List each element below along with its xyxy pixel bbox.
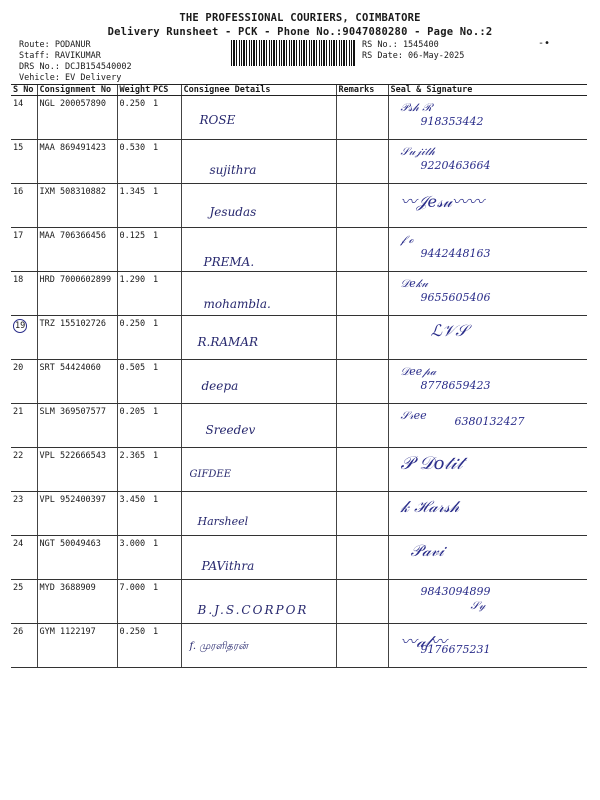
consignee-name: mohambla. (203, 297, 271, 311)
row-consignee (181, 316, 336, 360)
signature: 𝒫𝓈𝒽 ℛ 918353442 (400, 101, 484, 128)
table-row (11, 492, 587, 536)
row-consignment: TRZ 155102726 (37, 316, 117, 360)
row-signature (388, 404, 587, 448)
signature-phone: 9176675231 (420, 643, 491, 656)
row-signature (388, 96, 587, 140)
row-consignment: IXM 508310882 (37, 184, 117, 228)
col-consignment: Consignment No (37, 85, 117, 96)
row-weight: 3.000 (117, 536, 151, 580)
row-weight: 0.250 (117, 624, 151, 668)
table-header-row (11, 85, 587, 96)
runsheet-subtitle: Delivery Runsheet - PCK - Phone No.:9047080280 - Page No.:2 (107, 26, 493, 38)
col-consignee: Consignee Details (181, 85, 336, 96)
row-signature (388, 228, 587, 272)
signature-phone: 9843094899 (420, 585, 491, 598)
row-signature (388, 360, 587, 404)
row-pcs: 1 (151, 624, 181, 668)
signature-phone: 918353442 (420, 115, 484, 128)
row-consignee (181, 404, 336, 448)
signature: 𝒟𝑒𝓀𝓊 9655605406 (400, 277, 491, 304)
row-remarks (336, 580, 388, 624)
table-row (11, 580, 587, 624)
row-remarks (336, 184, 388, 228)
row-weight: 0.530 (117, 140, 151, 184)
row-signature (388, 580, 587, 624)
row-consignee (181, 140, 336, 184)
circled-sno: 19 (15, 321, 26, 331)
row-consignee (181, 624, 336, 668)
row-consignee (181, 228, 336, 272)
row-remarks (336, 140, 388, 184)
signature: 𝒮𝓊𝒿𝒾𝓉𝒽 9220463664 (400, 145, 491, 172)
row-consignment: HRD 7000602899 (37, 272, 117, 316)
row-sno: 23 (11, 492, 37, 536)
row-sno: 20 (11, 360, 37, 404)
row-consignee (181, 184, 336, 228)
row-signature (388, 492, 587, 536)
row-consignee (181, 272, 336, 316)
consignee-name: Harsheel (197, 515, 249, 528)
row-sno: 18 (11, 272, 37, 316)
runsheet-meta-left (19, 40, 132, 84)
signature: 9843094899 𝒮𝓎 (420, 585, 491, 612)
row-weight: 1.290 (117, 272, 151, 316)
row-signature (388, 140, 587, 184)
signature: 𝒟𝑒𝑒𝓅𝒶 8778659423 (400, 365, 491, 392)
signature: 𝒮𝓇𝑒𝑒 6380132427 (400, 409, 525, 428)
row-pcs: 1 (151, 96, 181, 140)
row-sno: 24 (11, 536, 37, 580)
drs-number: DRS No.: DCJB154540002 (19, 62, 132, 72)
row-pcs: 1 (151, 404, 181, 448)
consignee-name: Jesudas (209, 205, 257, 219)
row-pcs: 1 (151, 184, 181, 228)
signature-phone: 6380132427 (454, 415, 525, 428)
row-sno: 21 (11, 404, 37, 448)
row-pcs: 1 (151, 536, 181, 580)
consignee-name: sujithra (209, 163, 257, 177)
table-row (11, 360, 587, 404)
row-sno: 25 (11, 580, 37, 624)
runsheet-meta-right (362, 40, 464, 62)
row-consignee (181, 448, 336, 492)
row-pcs: 1 (151, 448, 181, 492)
row-consignment: NGL 200057890 (37, 96, 117, 140)
row-consignment: MAA 706366456 (37, 228, 117, 272)
table-row (11, 316, 587, 360)
row-consignment: SRT 54424060 (37, 360, 117, 404)
pen-mark: -• (538, 38, 551, 49)
table-row (11, 96, 587, 140)
row-consignment: VPL 522666543 (37, 448, 117, 492)
row-consignee (181, 492, 336, 536)
row-signature (388, 536, 587, 580)
row-pcs: 1 (151, 140, 181, 184)
row-pcs: 1 (151, 360, 181, 404)
row-consignment: VPL 952400397 (37, 492, 117, 536)
row-weight: 0.250 (117, 316, 151, 360)
company-title: THE PROFESSIONAL COURIERS, COIMBATORE (179, 12, 421, 24)
row-sno: 14 (11, 96, 37, 140)
row-pcs: 1 (151, 272, 181, 316)
table-row (11, 272, 587, 316)
row-pcs: 1 (151, 580, 181, 624)
row-remarks (336, 360, 388, 404)
rs-number: RS No.: 1545400 (362, 40, 439, 50)
consignee-name: deepa (201, 379, 239, 393)
signature-phone: 9442448163 (420, 247, 491, 260)
row-weight: 2.365 (117, 448, 151, 492)
col-weight: Weight (117, 85, 151, 96)
signature: 𝒫 𝒟𝑜𝓉𝒾𝓉 (400, 453, 463, 474)
row-weight: 0.205 (117, 404, 151, 448)
row-consignment: SLM 369507577 (37, 404, 117, 448)
row-weight: 3.450 (117, 492, 151, 536)
row-consignment: GYM 1122197 (37, 624, 117, 668)
row-consignee (181, 360, 336, 404)
consignee-name: GIFDEE (189, 469, 231, 480)
row-consignee (181, 536, 336, 580)
consignee-name: f. முரளிதரன் (189, 641, 248, 652)
signature: 〰𝒶𝓁〰 9176675231 (400, 632, 491, 656)
row-remarks (336, 96, 388, 140)
signature-phone: 9655605406 (420, 291, 491, 304)
col-sno: S No (11, 85, 37, 96)
consignee-name: R.RAMAR (197, 335, 259, 349)
consignee-name: PAVithra (201, 559, 255, 573)
row-consignment: MAA 869491423 (37, 140, 117, 184)
row-remarks (336, 448, 388, 492)
row-remarks (336, 492, 388, 536)
row-pcs: 1 (151, 316, 181, 360)
signature: 〰𝒥𝑒𝓈𝓊〰〰 (400, 192, 484, 211)
table-row (11, 228, 587, 272)
row-pcs: 1 (151, 492, 181, 536)
consignee-name: B.J.S.CORPOR (197, 603, 309, 617)
row-signature (388, 316, 587, 360)
signature: 𝒻 ℴ 9442448163 (400, 233, 491, 260)
row-remarks (336, 624, 388, 668)
row-remarks (336, 404, 388, 448)
consignee-name: Sreedev (205, 423, 256, 437)
signature-phone: 8778659423 (420, 379, 491, 392)
row-consignee (181, 96, 336, 140)
row-sno: 26 (11, 624, 37, 668)
consignee-name: ROSE (199, 113, 236, 127)
col-signature: Seal & Signature (388, 85, 587, 96)
row-consignment: NGT 50049463 (37, 536, 117, 580)
table-row (11, 448, 587, 492)
row-remarks (336, 536, 388, 580)
rs-date: RS Date: 06-May-2025 (362, 51, 465, 61)
row-remarks (336, 272, 388, 316)
signature: ℒ𝒱𝒮 (430, 321, 468, 340)
row-weight: 0.505 (117, 360, 151, 404)
vehicle-text: Vehicle: EV Delivery (19, 73, 122, 83)
signature-phone: 9220463664 (420, 159, 491, 172)
route-text: Route: PODANUR (19, 40, 91, 50)
row-consignment: MYD 3688909 (37, 580, 117, 624)
col-pcs: PCS (151, 85, 181, 96)
row-sno: 15 (11, 140, 37, 184)
row-consignee (181, 580, 336, 624)
table-row (11, 140, 587, 184)
row-weight: 0.125 (117, 228, 151, 272)
row-sno: 17 (11, 228, 37, 272)
table-row (11, 404, 587, 448)
table-row (11, 184, 587, 228)
row-remarks (336, 228, 388, 272)
row-sno: 16 (11, 184, 37, 228)
row-remarks (336, 316, 388, 360)
barcode (231, 40, 355, 66)
signature: 𝓀 ℋ𝒶𝓇𝓈𝒽 (400, 497, 460, 516)
row-signature (388, 184, 587, 228)
table-row (11, 536, 587, 580)
col-remarks: Remarks (336, 85, 388, 96)
table-row (11, 624, 587, 668)
row-signature (388, 272, 587, 316)
row-signature (388, 448, 587, 492)
runsheet-table (11, 84, 587, 668)
row-weight: 0.250 (117, 96, 151, 140)
row-pcs: 1 (151, 228, 181, 272)
consignee-name: PREMA. (203, 255, 255, 269)
row-weight: 7.000 (117, 580, 151, 624)
row-weight: 1.345 (117, 184, 151, 228)
staff-text: Staff: RAVIKUMAR (19, 51, 101, 61)
row-sno: 22 (11, 448, 37, 492)
row-sno (11, 316, 37, 360)
signature: 𝒫𝒶𝓋𝒾 (410, 541, 444, 560)
row-signature (388, 624, 587, 668)
